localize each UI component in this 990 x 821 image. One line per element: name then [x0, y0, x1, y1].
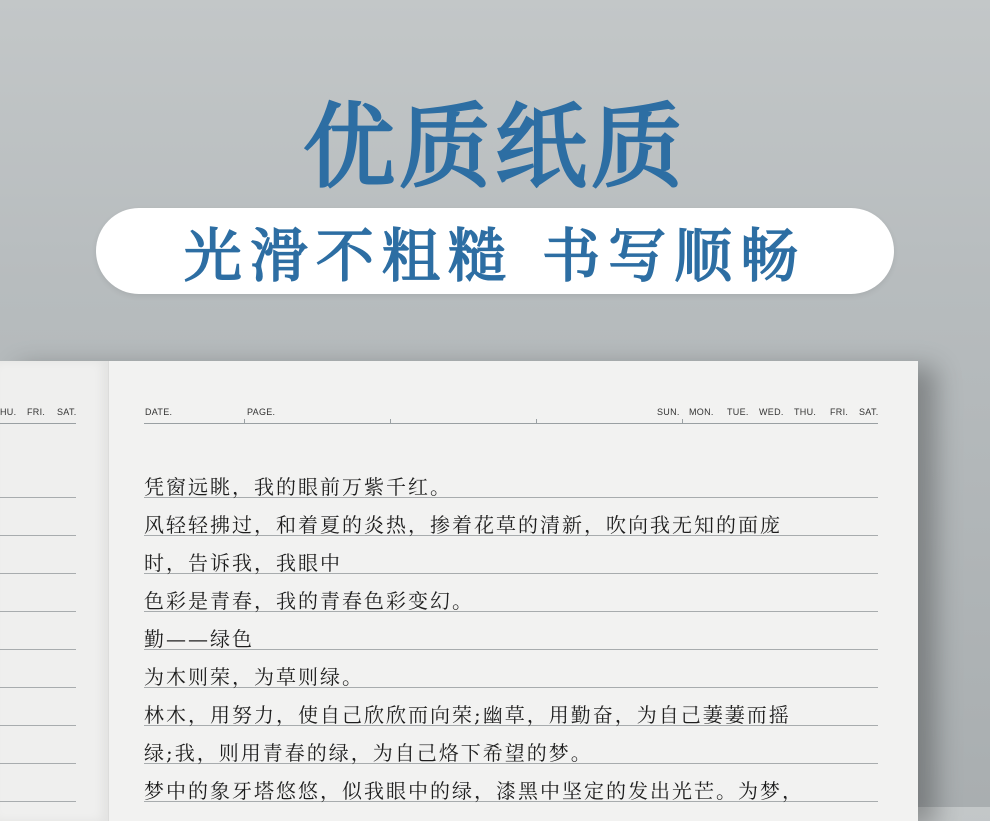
- left-rule: [0, 687, 76, 688]
- day-sun: SUN.: [657, 407, 680, 417]
- day-fri: FRI.: [830, 407, 849, 417]
- left-rule: [0, 763, 76, 764]
- left-rule: [0, 573, 76, 574]
- handwriting-line: 林木，用努力，使自己欣欣而向荣;幽草，用勤奋，为自己萋萋而摇: [144, 703, 791, 727]
- left-rule: [0, 611, 76, 612]
- left-header-line: [0, 423, 76, 424]
- left-day-sat: SAT.: [57, 407, 77, 417]
- left-rule: [0, 535, 76, 536]
- left-day-thu: HU.: [0, 407, 17, 417]
- handwriting-line: 时，告诉我，我眼中: [144, 551, 342, 575]
- header-tick: [682, 419, 683, 423]
- tagline-banner: [96, 208, 894, 294]
- header-tick: [244, 419, 245, 423]
- right-rule: [144, 649, 878, 650]
- handwriting-line: 风轻轻拂过，和着夏的炎热，掺着花草的清新，吹向我无知的面庞: [144, 513, 782, 537]
- notebook-left-page: [0, 361, 109, 821]
- headline: 优质纸质: [302, 93, 687, 201]
- header-tick: [390, 419, 391, 423]
- day-wed: WED.: [759, 407, 784, 417]
- handwriting-line: 梦中的象牙塔悠悠，似我眼中的绿，漆黑中坚定的发出光芒。为梦，: [144, 779, 804, 803]
- handwriting-line: 绿;我，则用青春的绿，为自己烙下希望的梦。: [144, 741, 593, 765]
- left-day-fri: FRI.: [27, 407, 46, 417]
- handwriting-line: 凭窗远眺，我的眼前万紫千红。: [144, 475, 452, 499]
- page-label: PAGE.: [247, 407, 276, 417]
- day-thu: THU.: [794, 407, 817, 417]
- left-rule: [0, 649, 76, 650]
- right-header-line: [144, 423, 878, 424]
- tagline-text: 光滑不粗糙 书写顺畅: [183, 222, 807, 290]
- left-rule: [0, 725, 76, 726]
- date-label: DATE.: [145, 407, 173, 417]
- day-sat: SAT.: [859, 407, 879, 417]
- day-tue: TUE.: [727, 407, 749, 417]
- handwriting-line: 色彩是青春，我的青春色彩变幻。: [144, 589, 474, 613]
- left-rule: [0, 801, 76, 802]
- day-mon: MON.: [689, 407, 714, 417]
- handwriting-line: 为木则荣，为草则绿。: [144, 665, 364, 689]
- handwriting-line: 勤——绿色: [144, 627, 254, 651]
- header-tick: [536, 419, 537, 423]
- left-rule: [0, 497, 76, 498]
